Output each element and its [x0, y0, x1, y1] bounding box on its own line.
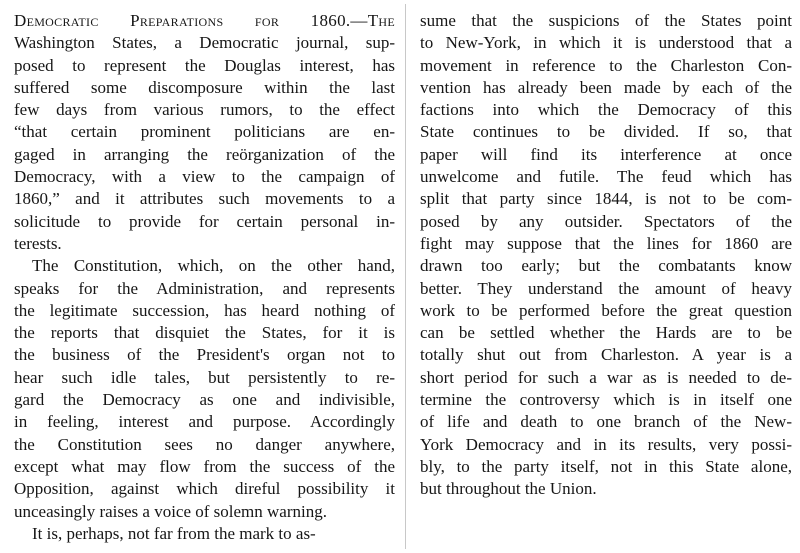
- article-line-right: drawn too early; but the combatants know: [420, 256, 792, 276]
- article-line-left: The Constitution, which, on the other hand,: [32, 256, 395, 276]
- article-line-right: but throughout the Union.: [420, 479, 597, 499]
- article-line-left: posed to represent the Douglas interest, has: [14, 55, 395, 75]
- article-line-left: speaks for the Administration, and represents: [14, 278, 395, 298]
- article-line-left: gaged in arranging the reörganization of the: [14, 144, 395, 164]
- article-line-right: factions into which the Democracy of this: [420, 100, 792, 120]
- column-divider: [405, 4, 406, 549]
- article-line-right: sume that the suspicions of the States point: [420, 11, 792, 30]
- article-line-right: York Democracy and in its results, very possi-: [420, 434, 792, 454]
- article-line-right: work to be performed before the great question: [420, 300, 792, 320]
- article-line-right: better. They understand the amount of heavy: [420, 278, 792, 298]
- article-line-left: the legitimate succession, has heard nothing of: [14, 300, 395, 320]
- article-line-right: to New-York, in which it is understood that a: [420, 33, 792, 53]
- article-line-left: gard the Democracy as one and indivisible,: [14, 390, 395, 410]
- article-line-left: the Constitution sees no danger anywhere,: [14, 434, 395, 454]
- article-line-left: the reports that disquiet the States, for it is: [14, 323, 395, 343]
- article-line-left: suffered some discomposure within the last: [14, 77, 395, 97]
- article-line-right: can be settled whether the Hards are to be: [420, 323, 792, 343]
- article-right-column: [420, 10, 792, 501]
- article-line-right: paper will find its interference at once: [420, 144, 792, 164]
- article-line-right: vention has already been made by each of the: [420, 77, 792, 97]
- article-line-right: movement in reference to the Charleston Con-: [420, 55, 792, 75]
- article-line-left: except what may flow from the success of the: [14, 456, 395, 476]
- article-line-left: in feeling, interest and purpose. Accordingly: [14, 412, 395, 432]
- article-line-left: 1860,” and it attributes such movements to a: [14, 189, 395, 209]
- article-line-left: Democracy, with a view to the campaign of: [14, 167, 395, 187]
- article-line-right: unwelcome and futile. The feud which has: [420, 167, 792, 187]
- article-line-left: terests.: [14, 233, 62, 253]
- article-line-left: the business of the President's organ not to: [14, 345, 395, 365]
- article-line-left: hear such idle tales, but persistently to re-: [14, 367, 395, 387]
- article-line-right: State continues to be divided. If so, that: [420, 122, 792, 142]
- article-line-right: totally shut out from Charleston. A year is a: [420, 345, 792, 365]
- article-line-right: short period for such a war as is needed to de-: [420, 367, 792, 387]
- article-line-right: split that party since 1844, is not to be com-: [420, 189, 792, 209]
- article-line-right: fight may suppose that the lines for 1860 are: [420, 233, 792, 253]
- article-line-left: Opposition, against which direful possibility it: [14, 479, 395, 499]
- article-line-right: bly, to the party itself, not in this State alone,: [420, 456, 792, 476]
- article-left-column: [14, 10, 395, 545]
- article-line-right: termine the controversy which is in itself one: [420, 390, 792, 410]
- article-line-left: solicitude to provide for certain personal in-: [14, 211, 395, 231]
- article-line-left: It is, perhaps, not far from the mark to as-: [32, 523, 316, 543]
- article-line-left: Democratic Preparations for 1860.—The: [14, 11, 395, 30]
- article-line-left: few days from various rumors, to the effect: [14, 100, 395, 120]
- article-line-left: unceasingly raises a voice of solemn warning.: [14, 501, 327, 521]
- article-line-left: “that certain prominent politicians are en-: [14, 122, 395, 142]
- article-line-right: posed by any outsider. Spectators of the: [420, 211, 792, 231]
- article-line-left: Washington States, a Democratic journal, sup-: [14, 33, 395, 53]
- article-line-right: of life and death to one branch of the New-: [420, 412, 792, 432]
